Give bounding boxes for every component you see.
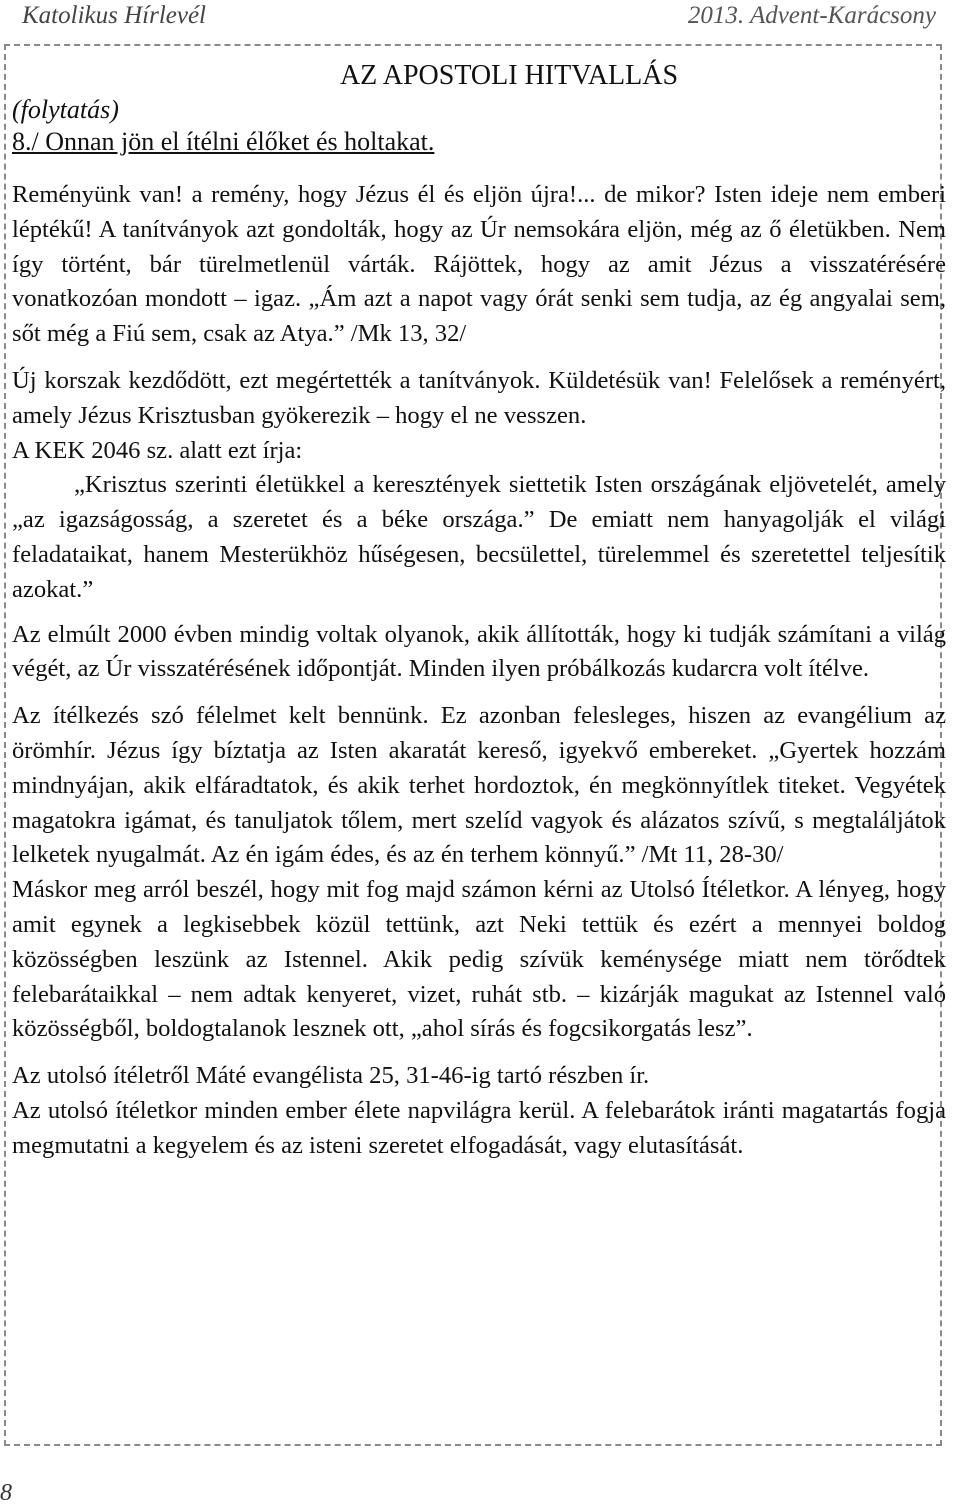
paragraph-8: Az utolsó ítéletről Máté evangélista 25, 31-46-ig tartó részben ír. (12, 1062, 650, 1090)
section-heading: 8./ Onnan jön el ítélni élőket és holtakat. (12, 127, 435, 156)
newsletter-title: Katolikus Hírlevél (22, 2, 206, 29)
paragraph-9: Az utolsó ítéletkor minden ember élete napvilágra kerül. A felebarátok iránti magatartás fogja megmutatni a kegyelem és az isteni szeretet elfogadását, vagy elutasítását. (12, 1096, 946, 1159)
page-header (0, 0, 960, 36)
paragraph-7: Máskor meg arról beszél, hogy mit fog majd számon kérni az Utolsó Ítéletkor. A lényeg, hogy amit egynek a legkisebbek közül tettünk, azt Neki tettük és ezért a mennyei boldog közösségben leszünk az Istennel. Akik pedig szívük keménysége miatt nem törődtek felebarátaikkal – nem adtak kenyeret, vizet, ruhát stb. – kizárják magukat az Istennel való közösségből, boldogtalanok lesznek ott, „ahol sírás és fogcsikorgatás lesz”. (12, 876, 946, 1043)
article (12, 60, 946, 1164)
issue-label: 2013. Advent-Karácsony (687, 2, 936, 29)
paragraph-2: Új korszak kezdődött, ezt megértették a tanítványok. Küldetésük van! Felelősek a reményért, amely Jézus Krisztusban gyökerezik – hogy el ne vesszen. (12, 366, 946, 429)
paragraph-1: Reményünk van! a remény, hogy Jézus él és eljön újra!... de mikor? Isten ideje nem emberi léptékű! A tanítványok azt gondolták, hogy az Úr nemsokára eljön, még az ő életükben. Nem így történt, bár türelmetlenül várták. Rájöttek, hogy az amit Jézus a visszatérésére vonatkozóan mondott – igaz. „Ám azt a napot vagy órát senki sem tudja, az ég angyalai sem, sőt még a Fiú sem, csak az Atya.” /Mk 13, 32/ (12, 181, 946, 348)
article-title: AZ APOSTOLI HITVALLÁS (339, 60, 679, 91)
article-subtitle: (folytatás) (12, 95, 119, 124)
page-number: 8 (0, 1480, 12, 1506)
paragraph-6: Az ítélkezés szó félelmet kelt bennünk. Ez azonban felesleges, hiszen az evangélium az örömhír. Jézus így bíztatja az Isten akaratát kereső, igyekvő embereket. „Gyertek hozzám mindnyájan, akik elfáradtatok, és akik terhet hordoztok, én megkönnyítlek titeket. Vegyétek magatokra igámat, és tanuljatok tőlem, mert szelíd vagyok és alázatos szívű, s megtaláljátok lelketek nyugalmát. Az én igám édes, és az én terhem könnyű.” /Mt 11, 28-30/ (12, 702, 946, 869)
paragraph-5: Az elmúlt 2000 évben mindig voltak olyanok, akik állították, hogy ki tudják számítani a világ végét, az Úr visszatérésének időpontját. Minden ilyen próbálkozás kudarcra volt ítélve. (12, 620, 946, 683)
paragraph-4-quote: „Krisztus szerinti életükkel a keresztények siettetik Isten országának eljövetelét, amely „az igazságosság, a szeretet és a béke országa.” De emiatt nem hanyagolják el világi feladataikat, hanem Mesterükhöz hűségesen, becsülettel, türelemmel és szeretettel teljesítik azokat.” (12, 471, 946, 603)
paragraph-3: A KEK 2046 sz. alatt ezt írja: (12, 436, 303, 464)
